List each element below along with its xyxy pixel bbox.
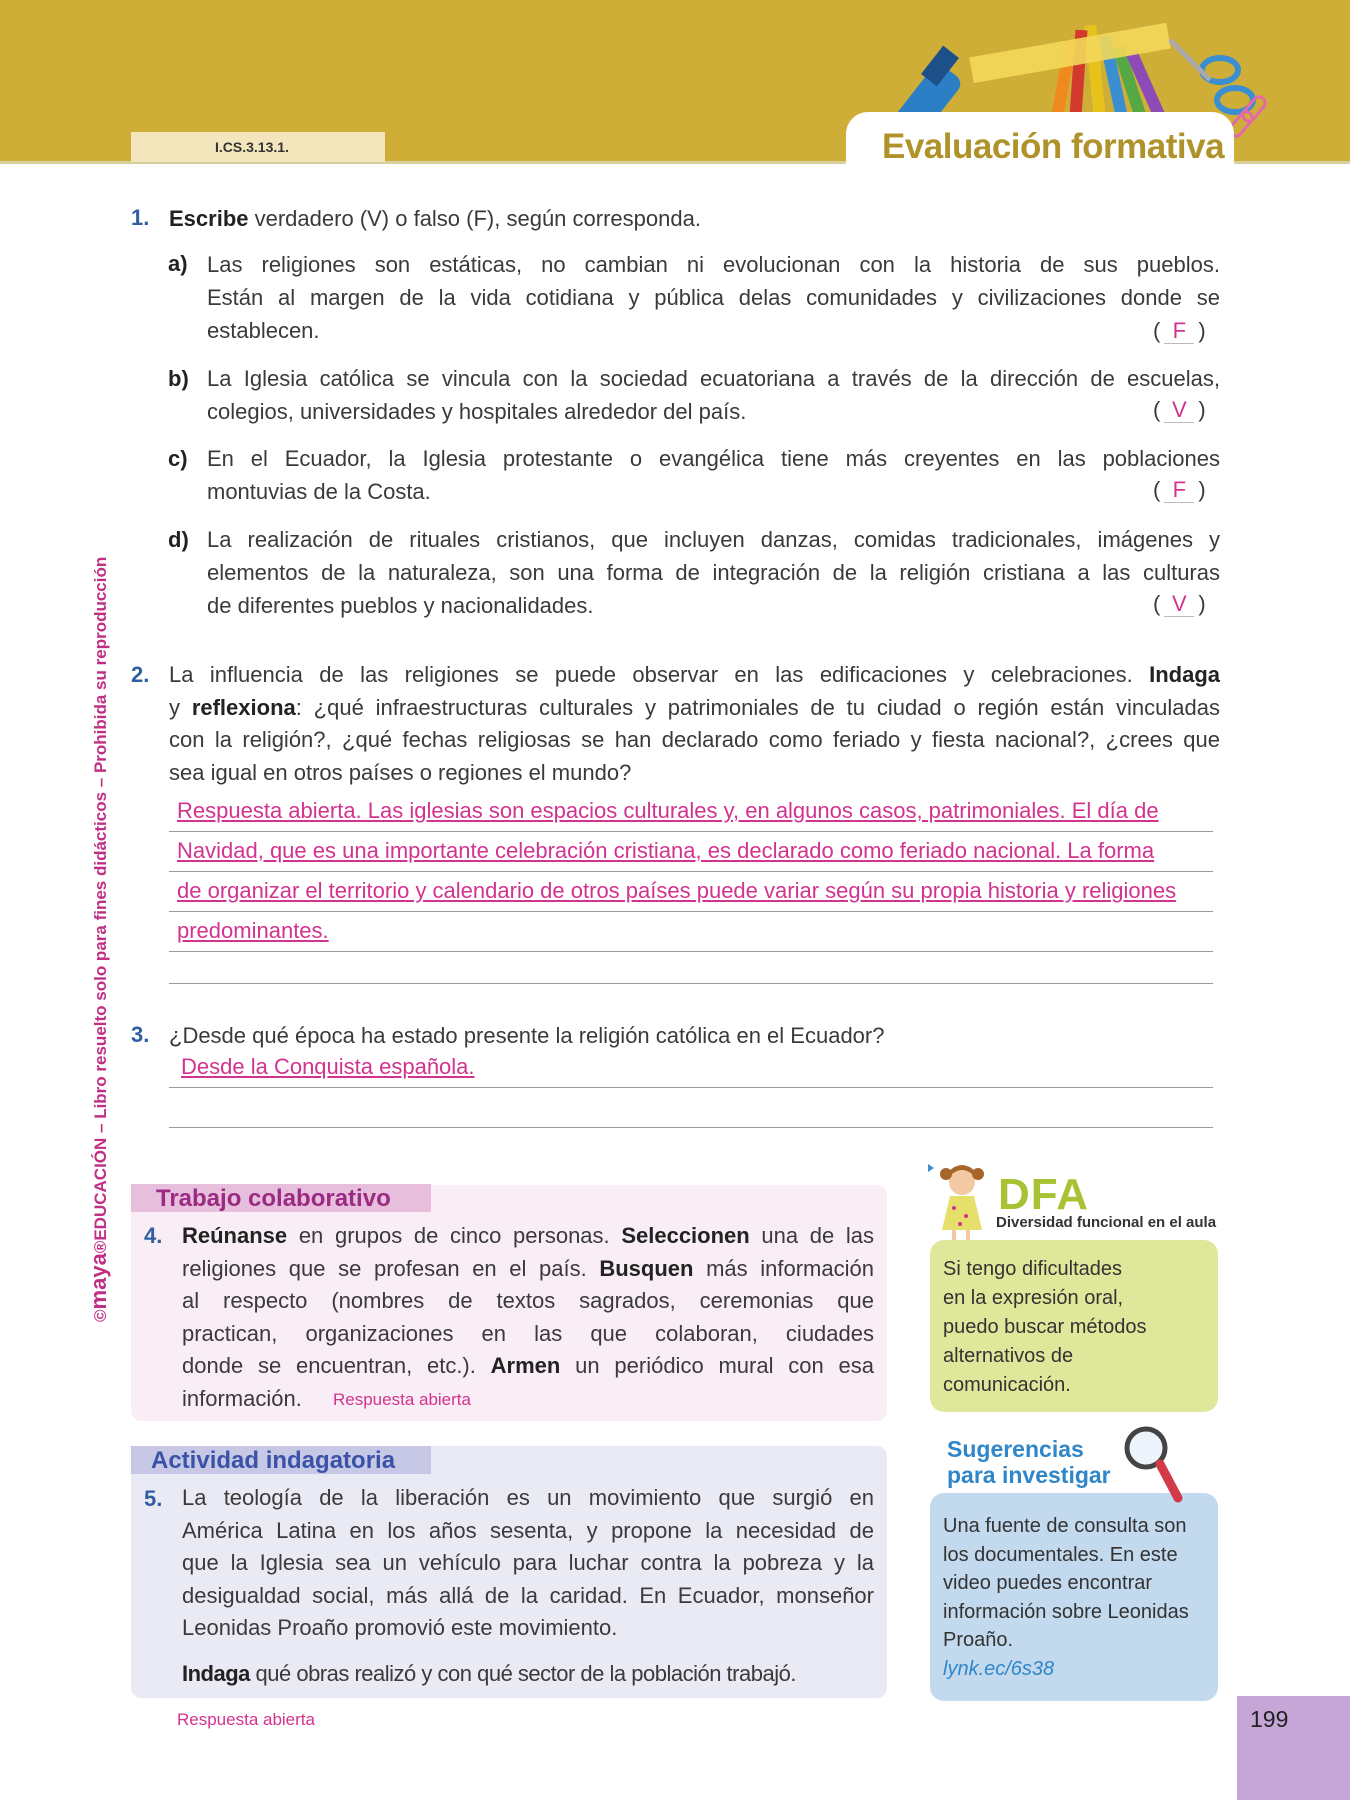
- q2-keyword: reflexiona: [191, 694, 296, 720]
- q2-answer-text: Navidad, que es una importante celebración cristiana, es declarado como feriado nacional. La forma: [177, 838, 1155, 863]
- q1a-line: establecen.: [207, 318, 320, 343]
- q1-rest: verdadero (V) o falso (F), según corresponda.: [248, 206, 701, 231]
- scissors-icon: [1170, 40, 1253, 112]
- suggestions-line: Proaño.: [943, 1629, 1014, 1651]
- q1b-label: b): [168, 366, 189, 391]
- suggestions-title: [947, 1436, 1111, 1488]
- q4-text-part: donde se encuentran, etc.).: [182, 1353, 491, 1378]
- q1c-line: montuvias de la Costa.: [207, 479, 431, 504]
- q4-text-part: un periódico mural con esa: [560, 1353, 874, 1378]
- q2-line: sea igual en otros países o regiones el mundo?: [169, 759, 632, 785]
- q1a-mark: ( F ): [1153, 318, 1206, 343]
- q1-number: 1.: [131, 205, 150, 230]
- q1d-line: La realización de rituales cristianos, que incluyen danzas, comidas tradicionales, imágenes y: [207, 527, 1220, 552]
- curriculum-code: I.CS.3.13.1.: [131, 132, 385, 162]
- q4-keyword: Seleccionen: [621, 1223, 750, 1248]
- q5-line: Leonidas Proaño promovió este movimiento.: [182, 1615, 618, 1640]
- q4-line: [182, 1220, 874, 1253]
- q5-line: que la Iglesia sea un vehículo para luchar contra la pobreza y la: [182, 1550, 874, 1575]
- q2-answer-line[interactable]: [169, 832, 1213, 872]
- copyright-text: EDUCACIÓN – Libro resuelto solo para fines didácticos – Prohibida su reproducción: [91, 556, 110, 1241]
- dfa-line: en la expresión oral,: [943, 1287, 1124, 1309]
- q4-line: [182, 1350, 874, 1383]
- q1b-text: [207, 362, 1220, 428]
- suggestions-text: [943, 1512, 1189, 1683]
- q4-answer[interactable]: Respuesta abierta: [333, 1390, 471, 1409]
- q3-answer-line[interactable]: [169, 1048, 1213, 1088]
- q3-number: 3.: [131, 1022, 150, 1047]
- q4-text-part: más información: [693, 1255, 874, 1281]
- q2-answer-text: predominantes.: [177, 918, 329, 943]
- q5-line: América Latina en los años sesenta, y propone la necesidad de: [182, 1517, 874, 1543]
- q4-text-part: en grupos de cinco personas.: [287, 1223, 622, 1248]
- q2-line: [169, 659, 1220, 692]
- q1c-text: [207, 442, 1220, 508]
- dfa-subtitle: Diversidad funcional en el aula: [996, 1214, 1217, 1231]
- q4-line: [182, 1253, 874, 1286]
- q1a-answer[interactable]: F: [1164, 319, 1194, 344]
- q2-answer-line[interactable]: [169, 872, 1213, 912]
- q1c-answer[interactable]: F: [1164, 478, 1194, 503]
- page-number: 199: [1250, 1706, 1289, 1732]
- q1b-answer[interactable]: V: [1164, 398, 1194, 423]
- dfa-text: [943, 1255, 1146, 1400]
- q2-answer-text: Respuesta abierta. Las iglesias son espacios culturales y, en algunos casos, patrimoniales. El día de: [177, 798, 1159, 823]
- q4-text-part: religiones que se profesan en el país.: [182, 1255, 600, 1281]
- page-title: Evaluación formativa: [882, 127, 1225, 166]
- dfa-line: puedo buscar métodos: [943, 1316, 1147, 1338]
- q2-answer-line[interactable]: [169, 944, 1213, 984]
- q2-answer-line[interactable]: [169, 792, 1213, 832]
- q1d-answer[interactable]: V: [1164, 592, 1194, 617]
- suggestions-line: información sobre Leonidas: [943, 1600, 1189, 1623]
- suggestions-title-line: Sugerencias: [947, 1436, 1084, 1462]
- girl-illustration-icon: [918, 1158, 998, 1242]
- suggestions-line: video puedes encontrar: [943, 1572, 1153, 1594]
- q5-instruction-text: qué obras realizó y con qué sector de la población trabajó.: [249, 1661, 796, 1686]
- q3-answer-text: Desde la Conquista española.: [181, 1054, 475, 1079]
- suggestions-link[interactable]: lynk.ec/6s38: [943, 1657, 1055, 1680]
- dfa-line: comunicación.: [943, 1374, 1071, 1396]
- dfa-line: Si tengo dificultades: [943, 1258, 1123, 1280]
- q2-text: y: [169, 694, 192, 720]
- q5-instruction: [182, 1657, 796, 1690]
- q2-prompt: [169, 659, 1220, 789]
- q1d-mark: ( V ): [1153, 591, 1206, 616]
- dfa-title: DFA: [998, 1170, 1089, 1219]
- q5-keyword: Indaga: [182, 1661, 250, 1686]
- collaborative-heading: Trabajo colaborativo: [131, 1184, 431, 1212]
- q1-prompt: [169, 202, 701, 235]
- brand-logo: maya: [86, 1253, 111, 1310]
- q3-prompt: ¿Desde qué época ha estado presente la religión católica en el Ecuador?: [169, 1023, 885, 1048]
- q4-text: [182, 1220, 874, 1415]
- q4-text-part: información.: [182, 1385, 302, 1411]
- q1c-line: En el Ecuador, la Iglesia protestante o evangélica tiene más creyentes en las poblaciones: [207, 446, 1220, 471]
- q2-keyword: Indaga: [1149, 662, 1220, 687]
- q5-text: [182, 1482, 874, 1645]
- q2-number: 2.: [131, 662, 150, 687]
- q1a-line: Están al margen de la vida cotidiana y pública delas comunidades y civilizaciones donde se: [207, 285, 1220, 310]
- q4-number: 4.: [144, 1223, 163, 1248]
- q2-text: La influencia de las religiones se puede observar en las edificaciones y celebraciones.: [169, 662, 1150, 687]
- q5-number: 5.: [144, 1486, 163, 1511]
- q5-line: desigualdad social, más allá de la caridad. En Ecuador, monseñor: [182, 1582, 874, 1608]
- magnifier-icon: [1122, 1424, 1184, 1504]
- suggestions-line: los documentales. En este: [943, 1543, 1178, 1566]
- q4-text-part: una de las: [749, 1223, 875, 1248]
- registered-symbol: ®: [91, 1240, 110, 1254]
- q2-answer-text: de organizar el territorio y calendario de otros países puede variar según su propia historia y religiones: [177, 878, 1177, 903]
- suggestions-line: Una fuente de consulta son: [943, 1515, 1187, 1537]
- q1b-line: La Iglesia católica se vincula con la sociedad ecuatoriana a través de la dirección de escuelas,: [207, 366, 1220, 391]
- q3-answer-line[interactable]: [169, 1088, 1213, 1128]
- inquiry-heading: Actividad indagatoria: [131, 1446, 431, 1474]
- q1d-line: elementos de la naturaleza, son una forma de integración de la religión cristiana a las culturas: [207, 560, 1220, 585]
- q4-keyword: Busquen: [599, 1255, 694, 1281]
- q2-line: [169, 692, 1220, 725]
- suggestions-title-line: para investigar: [947, 1462, 1111, 1488]
- q2-line: con la religión?, ¿qué fechas religiosas se han declarado como feriado y fiesta nacional?, ¿crees que: [169, 727, 1220, 752]
- q1a-label: a): [168, 251, 188, 276]
- copyright-symbol: ©: [91, 1309, 110, 1322]
- q4-keyword: Reúnanse: [182, 1223, 288, 1248]
- copyright-vertical: [86, 557, 112, 1322]
- q1-verb: Escribe: [169, 206, 249, 231]
- q1c-label: c): [168, 446, 188, 471]
- q5-answer[interactable]: Respuesta abierta: [177, 1710, 315, 1729]
- q4-line: [182, 1383, 874, 1416]
- q2-text: : ¿qué infraestructuras culturales y patrimoniales de tu ciudad o región están vinculadas: [295, 694, 1220, 720]
- q1d-label: d): [168, 527, 189, 552]
- q4-keyword: Armen: [490, 1353, 561, 1378]
- q1c-mark: ( F ): [1153, 477, 1206, 502]
- q1a-line: Las religiones son estáticas, no cambian ni evolucionan con la historia de sus pueblos.: [207, 252, 1220, 277]
- q1d-text: [207, 523, 1220, 622]
- q1b-line: colegios, universidades y hospitales alrededor del país.: [207, 399, 747, 424]
- q1b-mark: ( V ): [1153, 397, 1206, 422]
- dfa-line: alternativos de: [943, 1345, 1074, 1367]
- q1d-line: de diferentes pueblos y nacionalidades.: [207, 593, 594, 618]
- q1a-text: [207, 248, 1220, 347]
- q4-line: al respecto (nombres de textos sagrados, ceremonias que: [182, 1288, 874, 1313]
- q4-line: practican, organizaciones en las que colaboran, ciudades: [182, 1320, 874, 1346]
- q5-line: La teología de la liberación es un movimiento que surgió en: [182, 1485, 874, 1510]
